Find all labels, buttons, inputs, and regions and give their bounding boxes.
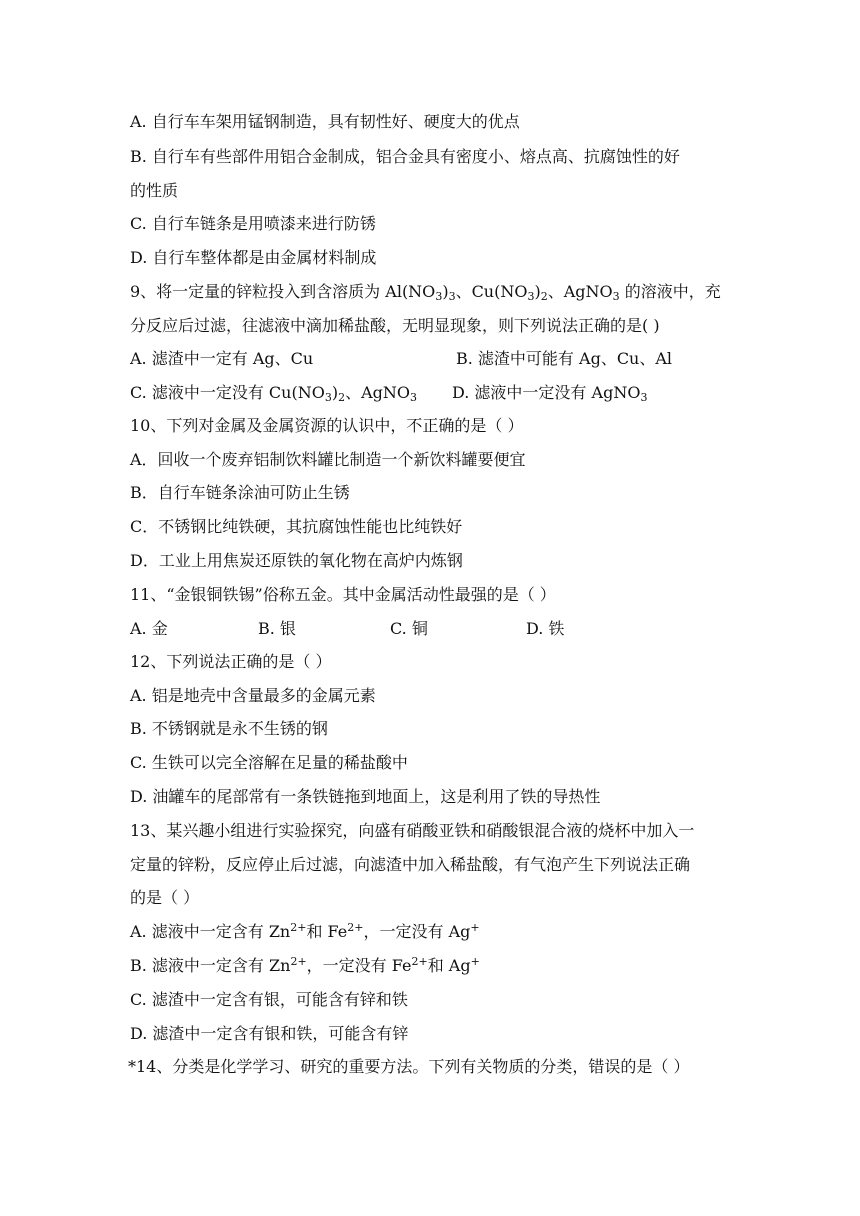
q10-option-a: A．回收一个废弃铝制饮料罐比制造一个新饮料罐要便宜 bbox=[130, 450, 526, 469]
q10-option-b: B．自行车链条涂油可防止生锈 bbox=[130, 483, 350, 502]
q12-stem: 12、下列说法正确的是（ ） bbox=[130, 652, 332, 671]
q8-option-a: A. 自行车车架用锰钢制造，具有韧性好、硬度大的优点 bbox=[130, 112, 520, 131]
q13-stem-line2: 定量的锌粉，反应停止后过滤，向滤渣中加入稀盐酸，有气泡产生下列说法正确 bbox=[130, 855, 691, 874]
q8-option-b-line1: B. 自行车有些部件用铝合金制成，铝合金具有密度小、熔点高、抗腐蚀性的好 bbox=[130, 147, 680, 166]
q13-stem-line3: 的是（ ） bbox=[130, 888, 200, 907]
q14-stem: *14、分类是化学学习、研究的重要方法。下列有关物质的分类，错误的是（ ） bbox=[128, 1057, 690, 1076]
q12-option-b: B. 不锈钢就是永不生锈的钢 bbox=[130, 719, 328, 738]
q9-option-c: C. 滤液中一定没有 $Cu(NO_3)_2$、AgNO$_3$ bbox=[130, 383, 418, 404]
q13-option-a: A. 滤液中一定含有 $Zn^{2+}$和 $Fe^{2+}$，一定没有 Ag+ bbox=[130, 921, 480, 941]
q10-stem: 10、下列对金属及金属资源的认识中，不正确的是（ ） bbox=[130, 416, 524, 435]
q11-options bbox=[130, 619, 730, 639]
q11-option-d: D. 铁 bbox=[526, 619, 565, 638]
q8-option-d: D. 自行车整体都是由金属材料制成 bbox=[130, 248, 377, 267]
q13-option-c: C. 滤渣中一定含有银，可能含有锌和铁 bbox=[130, 990, 408, 1009]
q9-stem-line2: 分反应后过滤，往滤液中滴加稀盐酸，无明显现象，则下列说法正确的是( ) bbox=[130, 316, 660, 335]
q11-option-c: C. 铜 bbox=[390, 619, 428, 638]
q8-option-b-line2: 的性质 bbox=[130, 181, 179, 200]
q13-option-b: B. 滤液中一定含有 $Zn^{2+}$，一定没有 $Fe^{2+}$和 Ag+ bbox=[130, 955, 480, 975]
q12-option-d: D. 油罐车的尾部常有一条铁链拖到地面上，这是利用了铁的导热性 bbox=[130, 787, 601, 806]
q13-stem-line1: 13、某兴趣小组进行实验探究，向盛有硝酸亚铁和硝酸银混合液的烧杯中加入一 bbox=[130, 821, 695, 840]
q9-option-b: B. 滤渣中可能有 Ag、Cu、Al bbox=[456, 349, 673, 368]
q12-option-a: A. 铝是地壳中含量最多的金属元素 bbox=[130, 686, 376, 705]
q9-options-row2 bbox=[130, 383, 730, 403]
q11-stem: 11、“金银铜铁锡”俗称五金。其中金属活动性最强的是（ ） bbox=[130, 585, 556, 604]
q9-option-a: A. 滤渣中一定有 Ag、Cu bbox=[130, 349, 314, 368]
q10-option-c: C．不锈钢比纯铁硬，其抗腐蚀性能也比纯铁好 bbox=[130, 517, 463, 536]
q11-option-b: B. 银 bbox=[258, 619, 296, 638]
q12-option-c: C. 生铁可以完全溶解在足量的稀盐酸中 bbox=[130, 753, 408, 772]
q9-stem-line1: 9、将一定量的锌粒投入到含溶质为 $Al(NO_3)_3$、$Cu(NO_3)_2$、AgNO$_3$ 的溶液中，充 bbox=[130, 282, 721, 303]
q10-option-d: D．工业上用焦炭还原铁的氧化物在高炉内炼钢 bbox=[130, 551, 463, 570]
q8-option-c: C. 自行车链条是用喷漆来进行防锈 bbox=[130, 214, 376, 233]
q13-option-d: D. 滤渣中一定含有银和铁，可能含有锌 bbox=[130, 1024, 409, 1043]
q11-option-a: A. 金 bbox=[130, 619, 168, 638]
q9-option-d: D. 滤液中一定没有 AgNO$_3$ bbox=[452, 383, 648, 404]
q9-options-row1 bbox=[130, 349, 730, 369]
